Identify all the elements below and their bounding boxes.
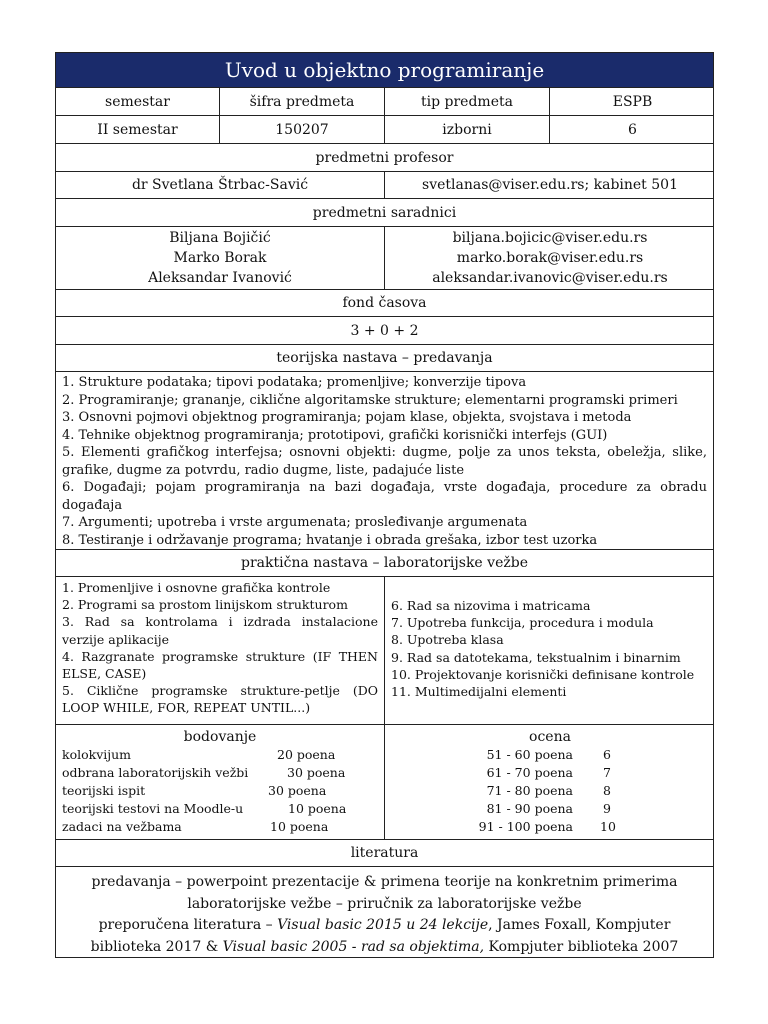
course-title: Uvod u objektno programiranje xyxy=(224,58,545,82)
theory-item: 6. Događaji; pojam programiranja na bazi događaja, vrste događaja, procedure za obradu događaja xyxy=(62,480,707,513)
course-sheet xyxy=(55,52,714,958)
literature-label: literatura xyxy=(350,845,419,861)
practice-item: 8. Upotreba klasa xyxy=(391,632,504,648)
header-semester: semestar xyxy=(56,88,220,115)
assistants-row xyxy=(56,227,713,290)
professor-contact: svetlanas@viser.edu.rs; kabinet 501 xyxy=(422,177,678,193)
theory-item: 1. Strukture podataka; tipovi podataka; promenljive; konverzije tipova xyxy=(62,375,527,390)
assistant-email: marko.borak@viser.edu.rs xyxy=(456,250,644,266)
header-code: šifra predmeta xyxy=(220,88,385,115)
literature-line: predavanja – powerpoint prezentacije & primena teorije na konkretnim primerima xyxy=(91,874,678,890)
literature-label-row xyxy=(56,840,713,867)
practice-item: 10. Projektovanje korisnički definisane kontrole xyxy=(391,666,695,682)
theory-item: 4. Tehnike objektnog programiranja; prototipovi, grafički korisnički interfejs (GUI) xyxy=(62,427,608,443)
value-espb: 6 xyxy=(628,121,637,138)
literature-line: biblioteka 2017 & Visual basic 2005 - rad sa objektima, Kompjuter biblioteka 2007 xyxy=(90,938,679,955)
grade-item: 91 - 100 poena 10 xyxy=(478,819,616,834)
practice-item: 1. Promenljive i osnovne grafička kontrole xyxy=(62,580,331,595)
scoring-item: odbrana laboratorijskih vežbi 30 poena xyxy=(62,765,346,780)
literature-text xyxy=(56,867,713,958)
practice-item: 11. Multimedijalni elementi xyxy=(391,684,567,700)
hours-label: fond časova xyxy=(342,295,427,311)
practice-item: 4. Razgranate programske strukture (IF THEN ELSE, CASE) xyxy=(62,648,378,682)
practice-item: 5. Ciklične programske strukture-petlje (DO LOOP WHILE, FOR, REPEAT UNTIL...) xyxy=(62,683,378,716)
literature-line: preporučena literatura – Visual basic 2015 u 24 lekcije, James Foxall, Kompjuter xyxy=(98,917,671,933)
value-semester: II semestar xyxy=(56,116,220,143)
theory-item: 3. Osnovni pojmovi objektnog programiranja; pojam klase, objekta, svojstava i metoda xyxy=(62,410,632,425)
practice-label-row xyxy=(56,550,713,577)
grade-item: 61 - 70 poena 7 xyxy=(486,765,611,780)
literature-content-row xyxy=(56,867,713,957)
hours-label-row xyxy=(56,290,713,317)
practice-item: 3. Rad sa kontrolama i izdrada instalacione verzije aplikacije xyxy=(62,614,378,647)
assistant-email: aleksandar.ivanovic@viser.edu.rs xyxy=(432,270,668,286)
assistant-names xyxy=(56,227,385,289)
practice-item: 2. Programi sa prostom linijskom strukturom xyxy=(62,597,348,613)
scoring-item: kolokvijum 20 poena xyxy=(62,747,336,762)
grade-item: 71 - 80 poena 8 xyxy=(486,783,611,798)
scoring-column xyxy=(56,725,385,839)
practice-item: 6. Rad sa nizovima i matricama xyxy=(391,598,591,613)
professor-row xyxy=(56,172,713,199)
assistants-label-row xyxy=(56,199,713,227)
theory-content-row xyxy=(56,372,713,550)
assistant-emails xyxy=(385,227,715,289)
assistant-name: Marko Borak xyxy=(173,250,267,266)
grades-label: ocena xyxy=(529,729,571,745)
grades-list xyxy=(385,747,715,837)
assistant-name: Aleksandar Ivanović xyxy=(148,270,292,286)
practice-item: 7. Upotreba funkcija, procedura i modula xyxy=(391,615,654,631)
professor-name: dr Svetlana Štrbac-Savić xyxy=(56,172,385,198)
practice-content-row xyxy=(56,577,713,725)
theory-label: teorijska nastava – predavanja xyxy=(276,350,493,366)
course-title-bar xyxy=(56,53,713,88)
value-type: izborni xyxy=(385,116,550,143)
assistants-label: predmetni saradnici xyxy=(312,204,457,221)
grade-item: 81 - 90 poena 9 xyxy=(486,801,611,816)
theory-label-row xyxy=(56,345,713,372)
professor-label-row xyxy=(56,144,713,172)
scoring-row xyxy=(56,725,713,840)
scoring-list xyxy=(56,747,384,837)
header-type: tip predmeta xyxy=(385,88,550,115)
assistant-name: Biljana Bojičić xyxy=(169,230,271,246)
assistant-email: biljana.bojicic@viser.edu.rs xyxy=(452,230,648,246)
hours-value: 3 + 0 + 2 xyxy=(350,322,419,339)
header-row xyxy=(56,88,713,116)
value-code: 150207 xyxy=(220,116,385,143)
theory-item: 7. Argumenti; upotreba i vrste argumenata; prosleđivanje argumenata xyxy=(62,515,528,530)
scoring-item: teorijski ispit 30 poena xyxy=(62,783,327,798)
scoring-label: bodovanje xyxy=(183,729,257,745)
literature-line: laboratorijske vežbe – priručnik za laboratorijske vežbe xyxy=(187,895,582,912)
hours-value-row xyxy=(56,317,713,345)
theory-item: 2. Programiranje; grananje, ciklične algoritamske strukture; elementarni programski primeri xyxy=(62,392,678,408)
professor-label: predmetni profesor xyxy=(315,149,454,166)
theory-item: 5. Elementi grafičkog interfejsa; osnovni objekti: dugme, polje za unos teksta, obeležja, slike, grafike, dugme za potvrdu, radio dugme, liste, padajuće liste xyxy=(62,445,707,478)
values-row xyxy=(56,116,713,144)
grades-column xyxy=(385,725,715,839)
theory-list xyxy=(56,372,713,549)
practice-item: 9. Rad sa datotekama, tekstualnim i binarnim xyxy=(391,649,681,665)
scoring-item: teorijski testovi na Moodle-u 10 poena xyxy=(62,801,347,816)
grade-item: 51 - 60 poena 6 xyxy=(486,747,611,762)
scoring-item: zadaci na vežbama 10 poena xyxy=(62,819,329,834)
practice-left-list xyxy=(56,577,385,724)
header-espb: ESPB xyxy=(612,93,653,110)
theory-item: 8. Testiranje i održavanje programa; hvatanje i obrada grešaka, izbor test uzorka xyxy=(62,532,598,548)
practice-right-list xyxy=(385,577,715,724)
practice-label: praktična nastava – laboratorijske vežbe xyxy=(241,555,528,571)
